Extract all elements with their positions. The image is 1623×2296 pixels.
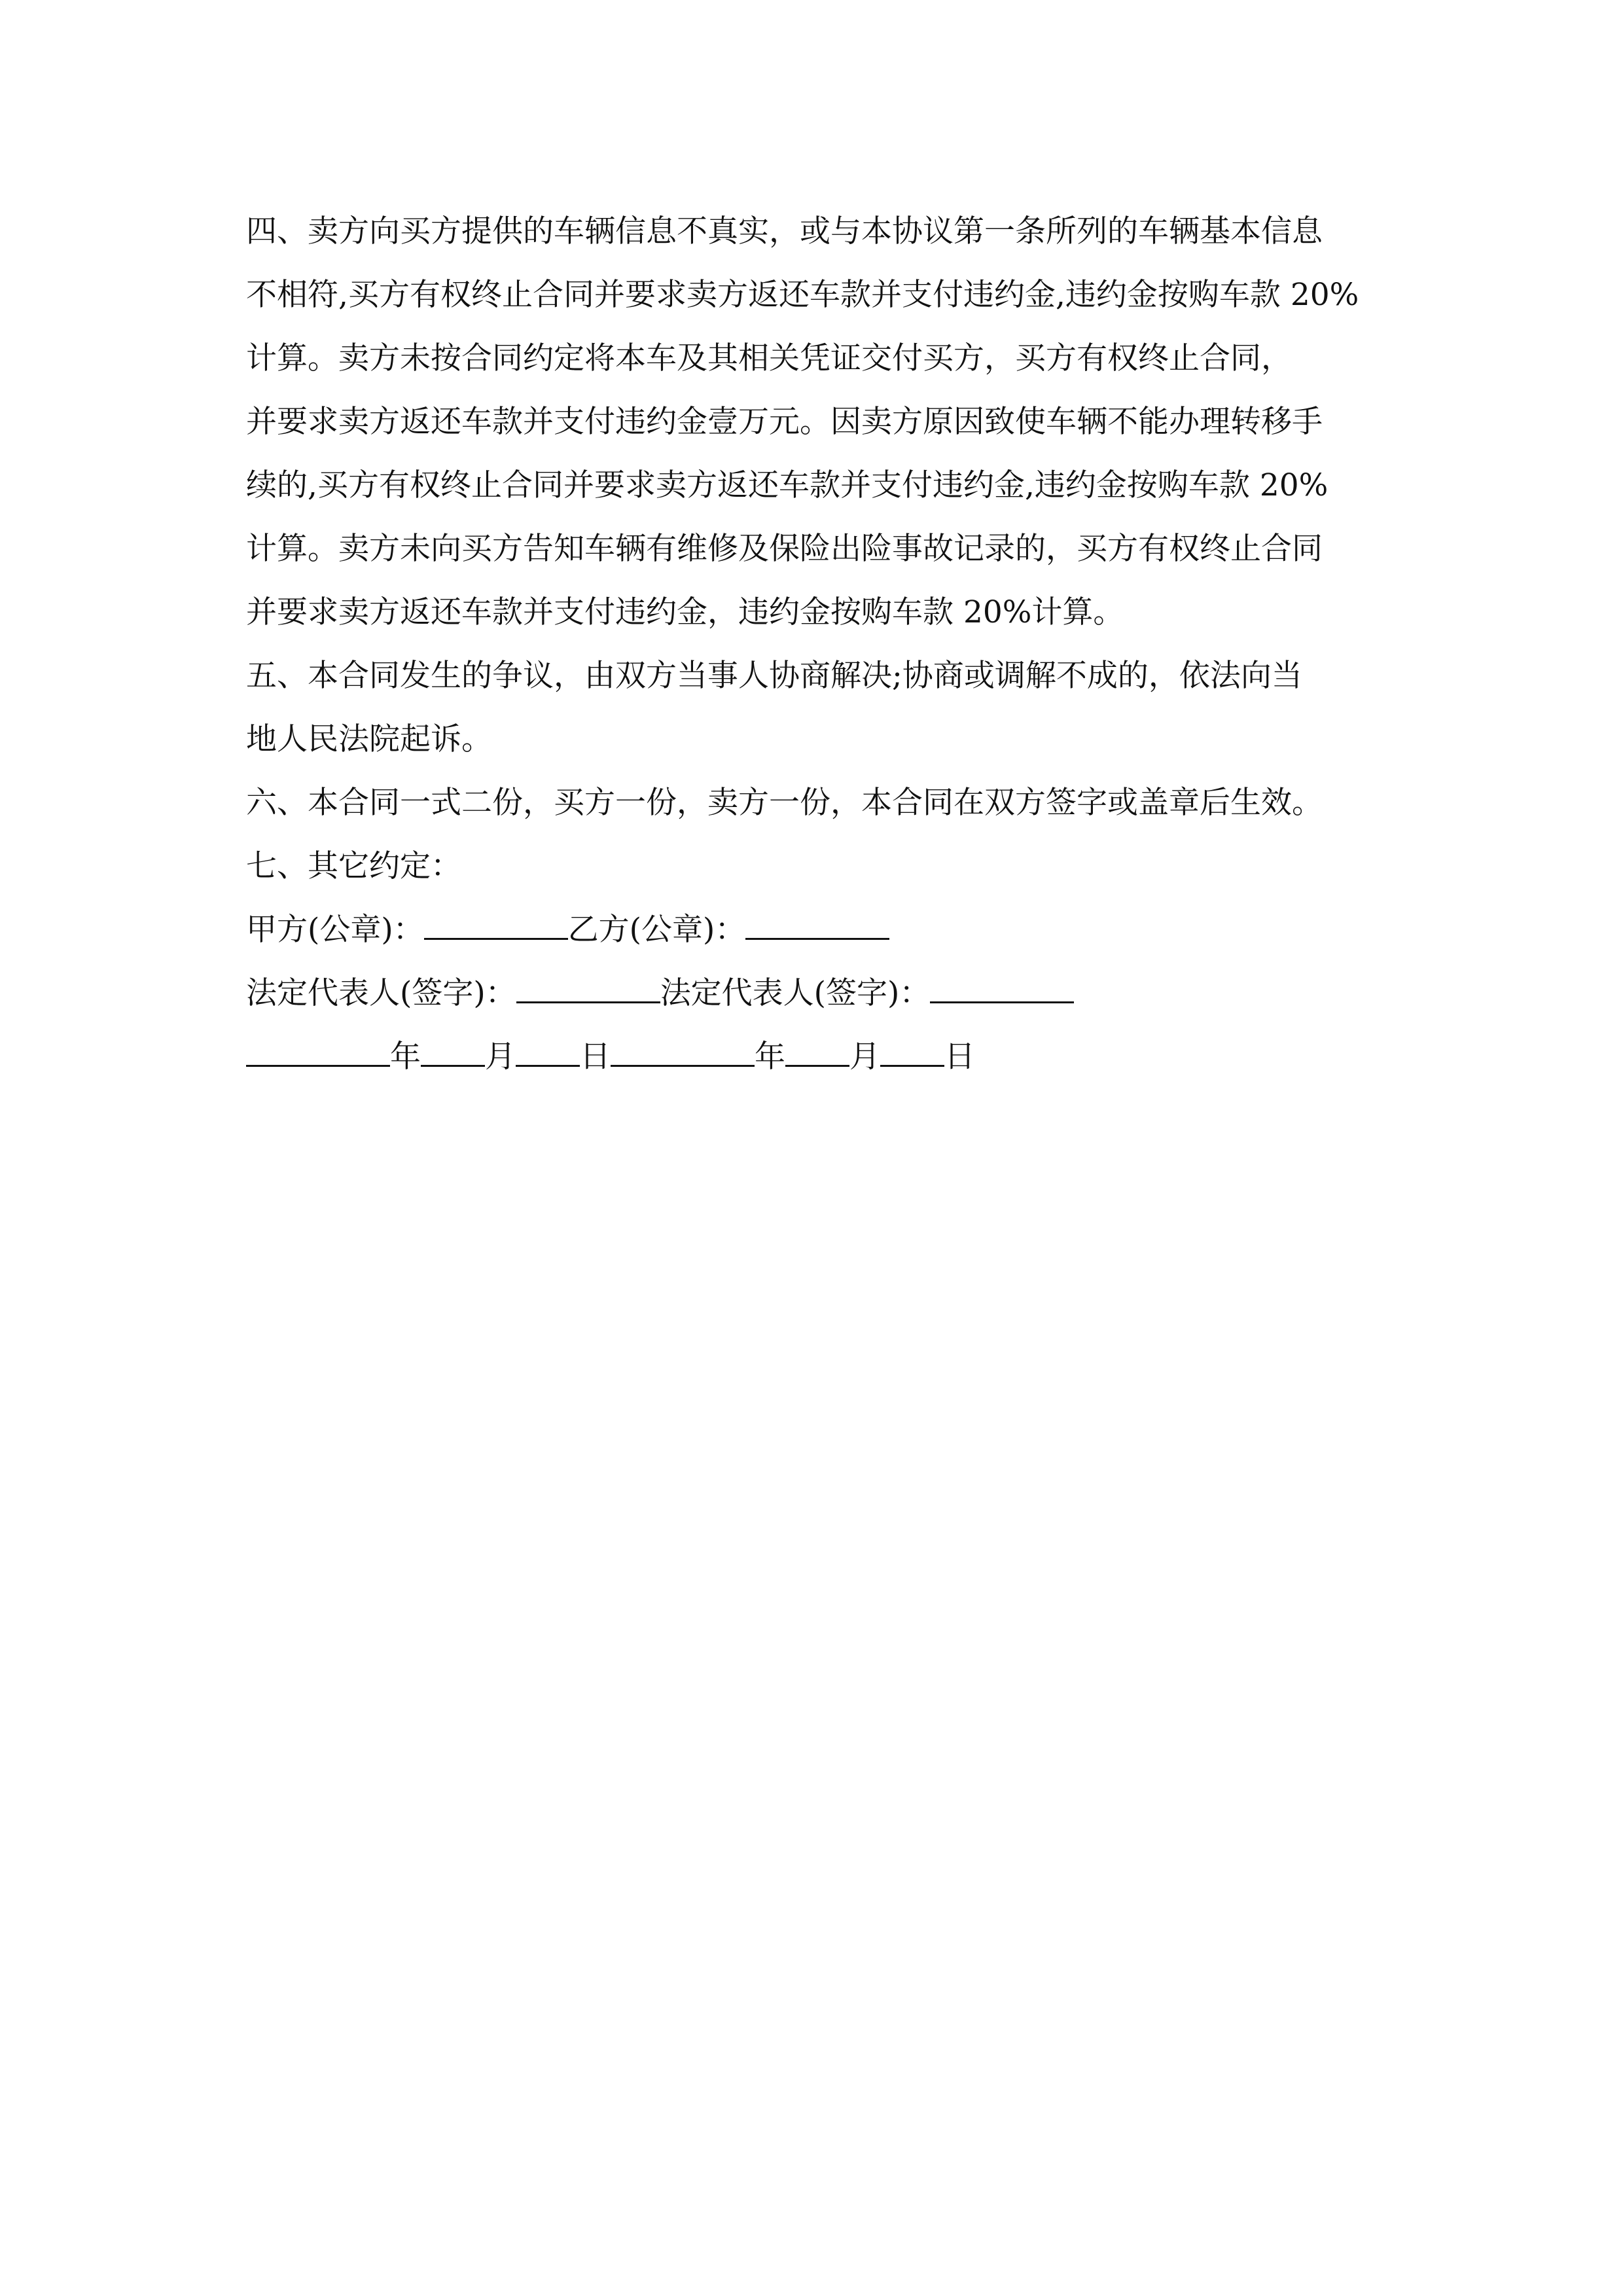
day-label: 日 [944,1039,975,1075]
party-a-seal-label: 甲方(公章)： [246,912,424,948]
clause-4-line: 计算。卖方未向买方告知车辆有维修及保险出险事故记录的，买方有权终止合同 [246,531,1323,567]
clause-5-line: 地人民法院起诉。 [246,721,492,757]
party-a-month-blank [421,1028,485,1067]
party-a-rep-blank [516,965,660,1003]
party-b-rep-label: 法定代表人(签字)： [660,975,931,1011]
party-b-rep-blank [930,965,1074,1003]
representative-row [246,961,1398,1025]
day-label: 日 [580,1039,611,1075]
clause-6 [246,771,1398,834]
month-label: 月 [485,1039,516,1075]
seal-row [246,898,1398,961]
party-b-year-blank [611,1028,755,1067]
party-a-rep-label: 法定代表人(签字)： [246,975,516,1011]
clause-4-line: 计算。卖方未按合同约定将本车及其相关凭证交付买方，买方有权终止合同， [246,340,1292,376]
clause-7-line: 七、其它约定： [246,848,461,884]
party-a-seal-blank [424,901,568,940]
year-label: 年 [390,1039,421,1075]
clause-6-line: 六、本合同一式二份，买方一份，卖方一份，本合同在双方签字或盖章后生效。 [246,785,1323,821]
clause-7 [246,834,1398,898]
contract-body [246,200,1398,1088]
clause-4-line: 续的,买方有权终止合同并要求卖方返还车款并支付违约金,违约金按购车款 20% [246,467,1329,503]
party-a-year-blank [246,1028,390,1067]
clause-4-line: 四、卖方向买方提供的车辆信息不真实，或与本协议第一条所列的车辆基本信息 [246,213,1323,249]
clause-4-line: 并要求卖方返还车款并支付违约金壹万元。因卖方原因致使车辆不能办理转移手 [246,404,1323,440]
party-b-month-blank [785,1028,849,1067]
clause-5 [246,644,1398,771]
date-row [246,1025,1398,1088]
party-a-day-blank [516,1028,580,1067]
party-b-seal-blank [745,901,889,940]
party-b-day-blank [880,1028,944,1067]
year-label: 年 [755,1039,785,1075]
clause-4-line: 不相符,买方有权终止合同并要求卖方返还车款并支付违约金,违约金按购车款 20% [246,277,1359,313]
month-label: 月 [849,1039,880,1075]
clause-4-line: 并要求卖方返还车款并支付违约金，违约金按购车款 20%计算。 [246,594,1124,630]
clause-4 [246,200,1398,644]
party-b-seal-label: 乙方(公章)： [567,912,746,948]
clause-5-line: 五、本合同发生的争议，由双方当事人协商解决;协商或调解不成的，依法向当 [246,658,1302,694]
